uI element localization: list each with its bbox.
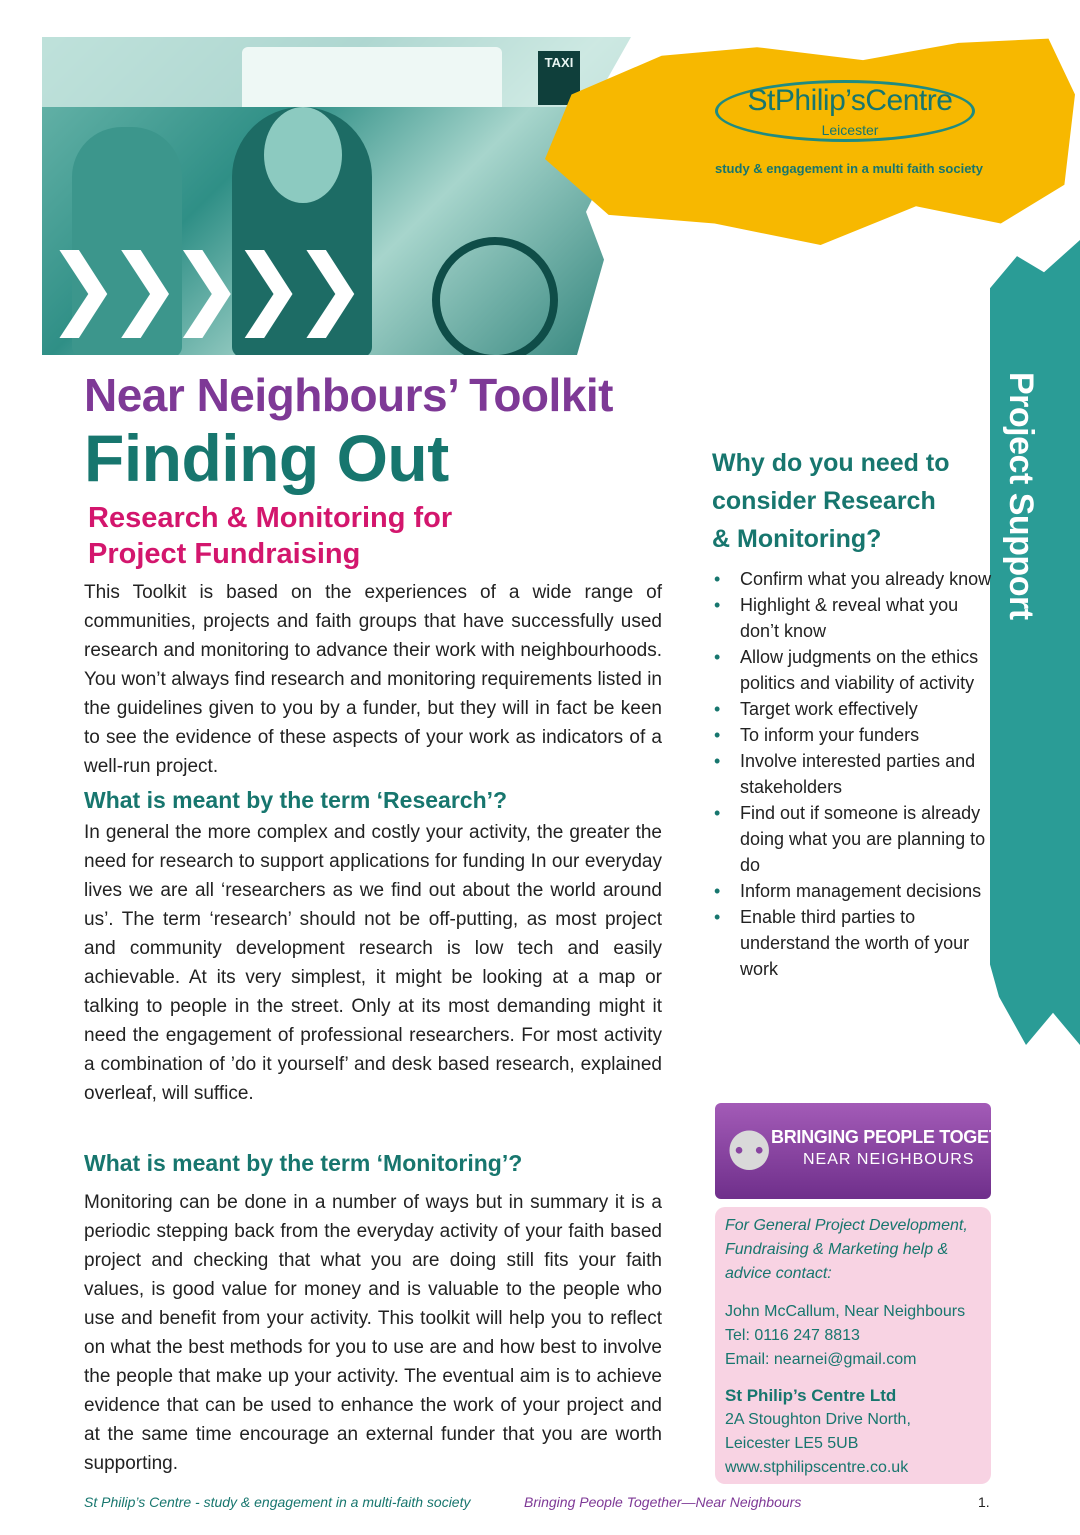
subtitle-line-2: Project Fundraising (88, 538, 361, 570)
side-banner (990, 240, 1080, 1045)
research-heading: What is meant by the term ‘Research’? (84, 787, 508, 813)
contact-tel: Tel: 0116 247 8813 (725, 1327, 860, 1344)
logo-title: StPhilip’sCentre (747, 84, 953, 117)
toolkit-title: Near Neighbours’ Toolkit (84, 369, 613, 421)
page-subtitle (88, 500, 608, 572)
footer-left: St Philip’s Centre - study & engagement in a multi-faith society (84, 1494, 471, 1510)
why-heading-line-1: Why do you need to (712, 449, 950, 477)
page-number: 1. (978, 1494, 990, 1510)
contact-email[interactable]: Email: nearnei@gmail.com (725, 1351, 917, 1368)
why-heading-line-2: consider Research (712, 487, 936, 515)
subtitle-line-1: Research & Monitoring for (88, 502, 453, 534)
badge-line-1: BRINGING PEOPLE TOGETHER (771, 1127, 1037, 1147)
photo-tent (242, 47, 502, 107)
why-heading (712, 444, 982, 558)
list-item: • Confirm what you already know (712, 566, 997, 592)
people-figures-icon: ⚉ (725, 1122, 774, 1182)
badge-line-2: NEAR NEIGHBOURS (803, 1151, 975, 1168)
reasons-list (712, 566, 997, 982)
contact-website[interactable]: www.stphilipscentre.co.uk (725, 1459, 909, 1476)
list-item: • Allow judgments on the ethics politics and viability of activity (712, 644, 997, 696)
photo-person-head (264, 107, 342, 203)
page-title: Finding Out (84, 421, 449, 495)
near-neighbours-badge (715, 1103, 1037, 1199)
list-item: • Highlight & reveal what you don’t know (712, 592, 997, 644)
contact-address-1: 2A Stoughton Drive North, (725, 1411, 911, 1428)
list-item: • Find out if someone is already doing what you are planning to do (712, 800, 997, 878)
taxi-sign: TAXI (538, 51, 580, 105)
header-photo (42, 37, 657, 355)
research-paragraph: In general the more complex and costly your activity, the greater the need for research to support applications for funding In our everyday lives we are all ‘researchers as we find out about the world around us’. The term ‘research’ should not be off-putting, as most project and community development research is low tech and easily achievable. At its very simplest, it might be looking at a map or talking to people in the street. Only at its most demanding might it need the engagement of professional researchers. For most activity a combination of ’do it yourself’ and desk based research, explained overleaf, will suffice. (84, 822, 662, 1104)
list-item: • Target work effectively (712, 696, 997, 722)
list-item: • Inform management decisions (712, 878, 997, 904)
monitoring-paragraph: Monitoring can be done in a number of ways but in summary it is a periodic stepping back from the everyday activity of your faith based project and checking that what you are doing still fits your faith values, is good value for money and is valuable to the people who use and benefit from your activity. This toolkit will help you to reflect on what the best methods for you to use are and how best to involve the people that make up your activity. The eventual aim is to achieve evidence that can be used to enhance the work of your project and at the same time encourage an external funder that you are worth supporting. (84, 1192, 662, 1474)
contact-address-2: Leicester LE5 5UB (725, 1435, 859, 1452)
contact-box (715, 1207, 991, 1484)
contact-org: St Philip’s Centre Ltd (725, 1386, 897, 1405)
logo-city: Leicester (821, 122, 879, 138)
contact-intro: For General Project Development, Fundraising & Marketing help & advice contact: (725, 1217, 968, 1282)
intro-paragraph: This Toolkit is based on the experiences of a wide range of communities, projects and faith groups that have successfully used research and monitoring to advance their work with neighbourhoods. You won’t always find research and monitoring requirements listed in the guidelines given to you by a funder, but they will in fact be keen to see the evidence of these aspects of your work as indicators of a well-run project. (84, 582, 662, 777)
footer-middle: Bringing People Together—Near Neighbours (524, 1494, 802, 1510)
contact-name: John McCallum, Near Neighbours (725, 1303, 966, 1320)
why-heading-line-3: & Monitoring? (712, 525, 882, 553)
chevron-arrows-icon: ❯❯❯❯❯ (46, 237, 355, 336)
logo-tagline: study & engagement in a multi faith society (715, 161, 983, 176)
list-item: • Enable third parties to understand the worth of your work (712, 904, 997, 982)
side-banner-label: Project Support (1002, 372, 1040, 620)
list-item: • Involve interested parties and stakeholders (712, 748, 997, 800)
list-item: • To inform your funders (712, 722, 997, 748)
photo-bicycle-wheel (432, 237, 558, 355)
contact-person (725, 1300, 981, 1372)
monitoring-heading: What is meant by the term ‘Monitoring’? (84, 1150, 523, 1176)
